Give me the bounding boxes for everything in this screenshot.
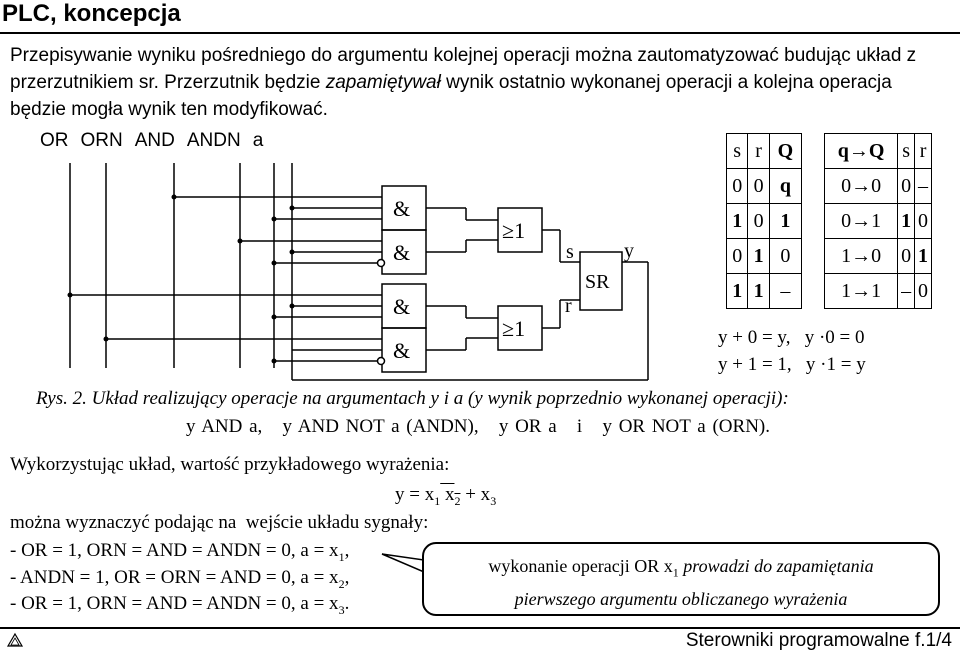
input-label-orn: ORN: [80, 130, 123, 151]
figure-caption-line2: y AND a, y AND NOT a (ANDN), y OR a i y OR NOT a (ORN).: [186, 416, 770, 437]
transition-table: [824, 133, 932, 309]
table-row: 0→0 0 –: [825, 169, 932, 204]
and-gate-4-label: &: [393, 338, 411, 363]
table-row: 1→1 – 0: [825, 274, 932, 309]
input-label-or: OR: [40, 130, 69, 151]
input-label-a: a: [252, 130, 264, 151]
boolean-identities: [718, 324, 866, 378]
and-gate-1-label: &: [393, 196, 411, 221]
footer-divider: [0, 627, 960, 629]
footer-text: Sterowniki programowalne f.1/4: [685, 630, 952, 651]
identity-line-2: y + 1 = 1, y ·1 = y: [718, 354, 866, 375]
table-row: 1→0 0 1: [825, 239, 932, 274]
callout-line-1: wykonanie operacji OR $x_1$ prowadzi do zapamiętania: [488, 556, 874, 580]
intro-text-2: wynik ostatnio wykonanej operacji a kolejna operacja będzie mogła wynik ten modyfikować.: [10, 72, 892, 120]
y-output-label: y: [624, 240, 634, 262]
table-row: 0 0 q: [727, 169, 802, 204]
negation-bubble-2: [378, 358, 385, 365]
condition-line-1: - OR = 1, ORN = AND = ANDN = 0, $a = x_1$,: [10, 540, 350, 564]
condition-line-3: - OR = 1, ORN = AND = ANDN = 0, $a = x_3$.: [10, 593, 350, 617]
table-header-row: s r Q: [727, 134, 802, 169]
sr-truth-table: [726, 133, 802, 309]
intro-emphasis: zapamiętywał: [325, 72, 441, 93]
sr-label: SR: [585, 271, 610, 293]
body-paragraph-2: można wyznaczyć podając na wejście układu sygnały:: [10, 512, 429, 533]
intro-text-1: Przepisywanie wyniku pośredniego do argumentu kolejnej operacji można zautomatyzować budując układ z przerzutnikiem sr. Przerzutnik będzie: [10, 45, 917, 93]
callout-line-2: pierwszego argumentu obliczanego wyrażenia: [514, 588, 848, 609]
table-row: 0→1 1 0: [825, 204, 932, 239]
caption-text: Układ realizujący operacje na argumentach y i a (y wynik poprzednio wykonanej operacji):: [86, 388, 789, 409]
condition-line-2: - ANDN = 1, OR = ORN = AND = 0, $a = x_2$,: [10, 567, 350, 591]
table-row: 1 1 –: [727, 274, 802, 309]
r-input-label: r: [565, 295, 572, 317]
table-header-row: q→Q s r: [825, 134, 932, 169]
figure-caption: [36, 388, 789, 410]
table-row: 0 1 0: [727, 239, 802, 274]
and-gate-3-label: &: [393, 294, 411, 319]
example-expression: $y = x_1$ $x_2 + x_3$: [395, 484, 497, 508]
caption-prefix: Rys. 2.: [36, 388, 87, 409]
page-title: PLC, koncepcja: [2, 0, 181, 27]
callout-note: [422, 542, 940, 616]
input-label-and: AND: [134, 130, 175, 151]
or-gate-1-label: ≥1: [502, 218, 526, 243]
s-input-label: s: [566, 241, 574, 263]
or-gate-2-label: ≥1: [502, 316, 526, 341]
table-row: 1 0 1: [727, 204, 802, 239]
input-label-andn: ANDN: [186, 130, 241, 151]
body-paragraph-1: Wykorzystując układ, wartość przykładowego wyrażenia:: [10, 454, 450, 475]
and-gate-2-label: &: [393, 240, 411, 265]
identity-line-1: y + 0 = y, y ·0 = 0: [718, 327, 865, 348]
negation-bubble-1: [378, 260, 385, 267]
recycle-icon: [6, 632, 24, 650]
